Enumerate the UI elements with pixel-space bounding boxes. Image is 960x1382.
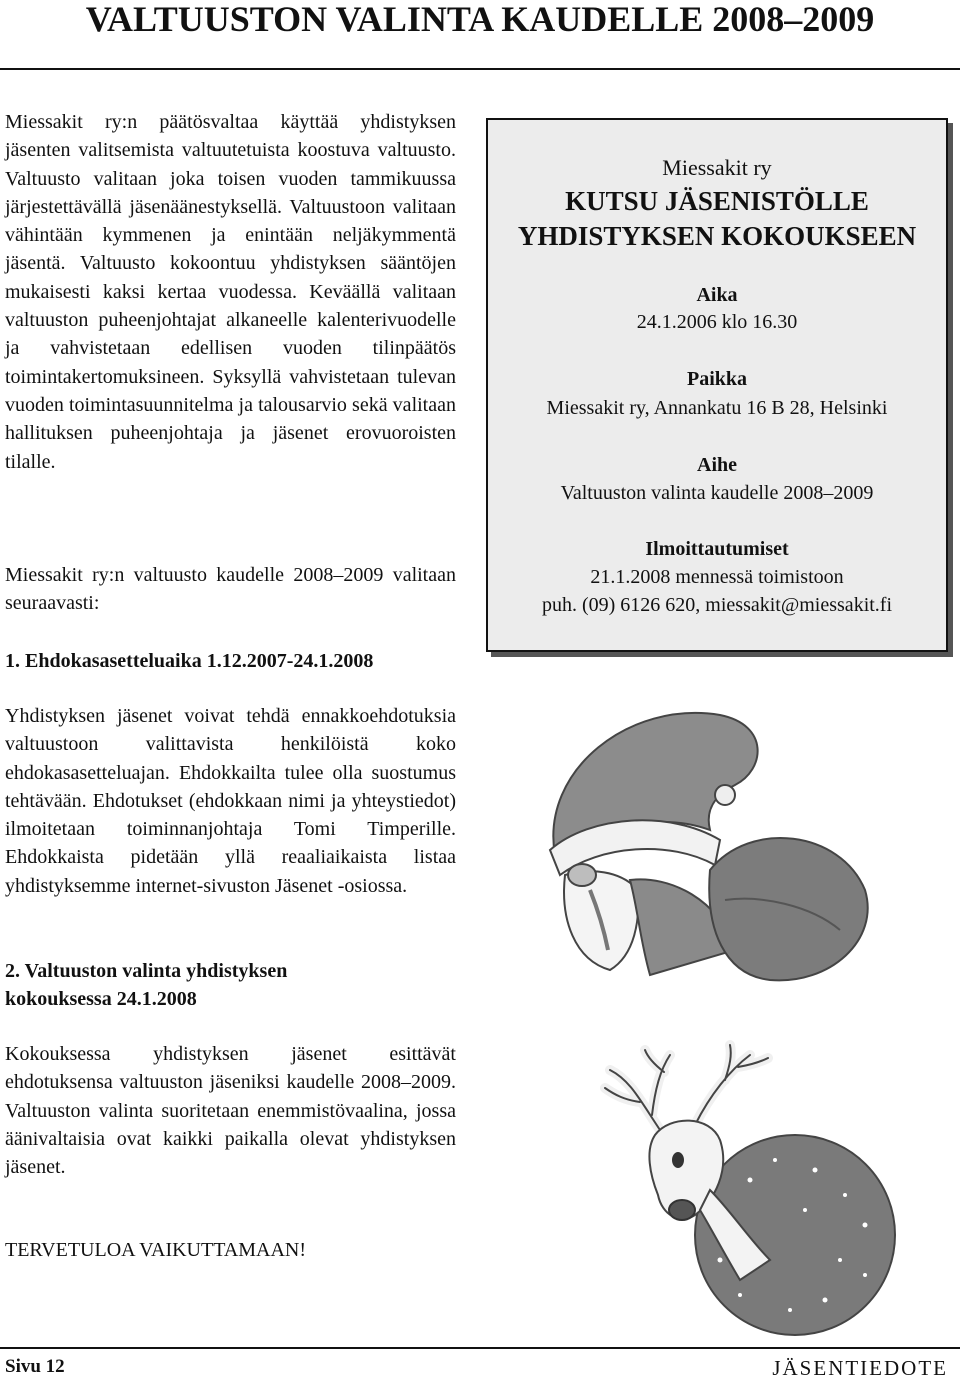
section-2-text: Kokouksessa yhdistyksen jäsenet esittävät ehdotuksensa valtuuston jäseniksi kaudelle 2008–2009. Valtuuston valinta suoritetaan enemmistövaalina, jossa äänivaltaisia ovat kaikki paikalla olevat yhdistyksen jäsenet.	[5, 1043, 456, 1179]
invite-org: Miessakit ry	[662, 155, 772, 180]
section-1-text: Yhdistyksen jäsenet voivat tehdä ennakkoehdotuksia valtuustoon valittavista henkilöistä koko ehdokasasetteluajan. Ehdokkailta tulee olla suostumus tehtävään. Ehdotukset (ehdokkaan nimi ja yhteystiedot) ilmoitetaan toiminnanjohtaja Tomi Timperille. Ehdokkaista pidetään yllä reaaliaikaista listaa yhdistyksemme internet-sivuston Jäsenet -osiossa.	[5, 705, 456, 897]
topic-label: Aihe	[697, 454, 737, 476]
meeting-invitation-box	[486, 118, 948, 652]
registration-label: Ilmoittautumiset	[645, 538, 789, 560]
closing-text: TERVETULOA VAIKUTTAMAAN!	[5, 1239, 307, 1261]
time-label: Aika	[696, 284, 738, 306]
publication-name: JÄSENTIEDOTE	[772, 1356, 948, 1380]
section-1-heading: 1. Ehdokasasetteluaika 1.12.2007-24.1.2008	[5, 650, 374, 672]
place-value: Miessakit ry, Annankatu 16 B 28, Helsinki	[546, 397, 888, 419]
section-2-heading: 2. Valtuuston valinta yhdistyksen kokouksessa 24.1.2008	[5, 960, 288, 1010]
reindeer-nose	[669, 1200, 695, 1220]
page-title: VALTUUSTON VALINTA KAUDELLE 2008–2009	[85, 0, 875, 38]
bottom-rule	[0, 1347, 960, 1349]
lead-paragraph: Miessakit ry:n valtuusto kaudelle 2008–2009 valitaan seuraavasti:	[5, 564, 456, 615]
registration-value-2: puh. (09) 6126 620, miessakit@miessakit.fi	[541, 594, 893, 616]
invite-heading-1: KUTSU JÄSENISTÖLLE	[565, 186, 869, 216]
place-label: Paikka	[686, 368, 748, 390]
antlers	[605, 1045, 768, 1130]
registration-value-1: 21.1.2008 mennessä toimistoon	[590, 566, 844, 588]
reindeer-illustration	[600, 1010, 940, 1340]
gift-sack	[709, 838, 867, 980]
topic-value: Valtuuston valinta kaudelle 2008–2009	[560, 482, 874, 504]
invite-heading-2: YHDISTYKSEN KOKOUKSEEN	[517, 221, 917, 251]
intro-paragraph: Miessakit ry:n päätösvaltaa käyttää yhdistyksen jäsenten valitsemista valtuutetuista koostuva valtuusto. Valtuusto valitaan joka toisen vuoden tammikuussa järjestettävällä jäsenäänestyksellä. Valtuustoon valitaan vähintään kymmenen ja enintään neljäkymmentä jäsentä. Valtuusto kokoontuu yhdistyksen sääntöjen mukaisesti kaksi kertaa vuodessa. Keväällä valitaan valtuuston puheenjohtajat alkaneelle kalenterivuodelle ja vahvistetaan edellisen vuoden tilinpäätös toimintakertomuksineen. Syksyllä vahvistetaan tulevan vuoden toimintasuunnitelma ja talousarvio sekä valitaan hallituksen puheenjohtaja ja jäsenet erovuoroisten tilalle.	[5, 111, 456, 473]
top-rule	[0, 68, 960, 70]
time-value: 24.1.2006 klo 16.30	[636, 311, 798, 333]
elf-illustration	[520, 700, 880, 990]
reindeer-eye	[672, 1152, 684, 1168]
elf-nose	[568, 864, 596, 886]
page-number: Sivu 12	[5, 1356, 65, 1377]
hat-pompom	[715, 785, 735, 805]
